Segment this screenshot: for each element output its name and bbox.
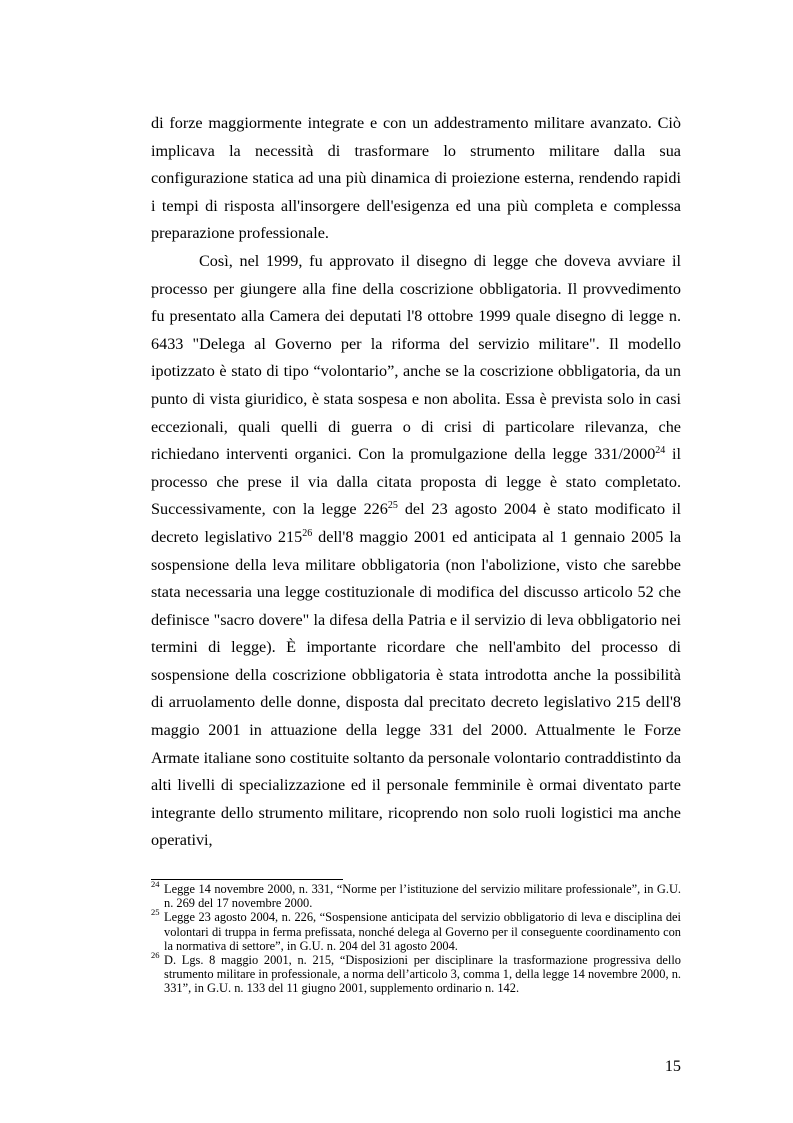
footnote-24 xyxy=(151,879,681,911)
footnote-text: D. Lgs. 8 maggio 2001, n. 215, “Disposizioni per disciplinare la trasformazione progressiva dello strumento militare in professionale, a norma dell’articolo 3, comma 1, della legge 14 novembre 2000, n. 331”, in G.U. n. 133 del 11 giugno 2001, supplemento ordinario n. 142. xyxy=(164,953,681,996)
footnote-26 xyxy=(151,950,681,996)
footnotes xyxy=(151,879,681,996)
footnote-text: Legge 23 agosto 2004, n. 226, “Sospensione anticipata del servizio obbligatorio di leva e disciplina dei volontari di truppa in ferma prefissata, nonché delega al Governo per il conseguente coordinamento con la normativa di settore”, in G.U. n. 204 del 31 agosto 2004. xyxy=(164,910,681,953)
paragraph-text: il processo che prese il via dalla citata proposta di legge è stato completato. Successivamente, con la legge 226 xyxy=(151,445,682,519)
footnote-text: Legge 14 novembre 2000, n. 331, “Norme per l’istituzione del servizio militare professionale”, in G.U. n. 269 del 17 novembre 2000. xyxy=(164,882,681,911)
body-text xyxy=(151,110,681,855)
paragraph-text: dell'8 maggio 2001 ed anticipata al 1 gennaio 2005 la sospensione della leva militare obbligatoria (non l'abolizione, visto che sarebbe stata necessaria una legge costituzionale di modifica del discusso articolo 52 che definisce "sacro dovere" la difesa della Patria e il servizio di leva obbligatorio nei termini di legge). È importante ricordare che nell'ambito del processo di sospensione della coscrizione obbligatoria è stata introdotta anche la possibilità di arruolamento delle donne, disposta dal precitato decreto legislativo 215 dell'8 maggio 2001 in attuazione della legge 331 del 2000. Attualmente le Forze Armate italiane sono costituite soltanto da personale volontario contraddistinto da alti livelli di specializzazione ed il personale femminile è ormai diventato parte integrante dello strumento militare, ricoprendo non solo ruoli logistici ma anche operativi, xyxy=(151,527,682,850)
paragraph-continuation: di forze maggiormente integrate e con un addestramento militare avanzato. Ciò implicava la necessità di trasformare lo strumento militare dalla sua configurazione statica ad una più dinamica di proiezione esterna, rendendo rapidi i tempi di risposta all'insorgere dell'esigenza ed una più completa e complessa preparazione professionale. xyxy=(151,114,681,243)
paragraph-1999-law xyxy=(151,248,681,855)
footnote-25 xyxy=(151,907,681,953)
page-number: 15 xyxy=(664,1057,681,1075)
footnote-number: 24 xyxy=(151,879,160,889)
paragraph-text: Così, nel 1999, fu approvato il disegno di legge che doveva avviare il processo per giungere alla fine della coscrizione obbligatoria. Il provvedimento fu presentato alla Camera dei deputati l'8 ottobre 1999 quale disegno di legge n. 6433 "Delega al Governo per la riforma del servizio militare". Il modello ipotizzato è stato di tipo “volontario”, anche se la coscrizione obbligatoria, da un punto di vista giuridico, è stata sospesa e non abolita. Essa è prevista solo in casi eccezionali, quali quelli di guerra o di crisi di particolare rilevanza, che richiedano interventi organici. Con la promulgazione della legge 331/2000 xyxy=(151,251,681,464)
paragraph-text: del 23 agosto 2004 è stato modificato il decreto legislativo 215 xyxy=(151,500,682,546)
footnote-number: 25 xyxy=(151,907,160,918)
footnote-ref-24[interactable]: 24 xyxy=(655,445,666,457)
footnote-ref-25[interactable]: 25 xyxy=(387,500,398,512)
footnote-ref-26[interactable]: 26 xyxy=(302,527,313,539)
footnote-separator xyxy=(151,879,343,880)
footnote-number: 26 xyxy=(151,950,160,961)
